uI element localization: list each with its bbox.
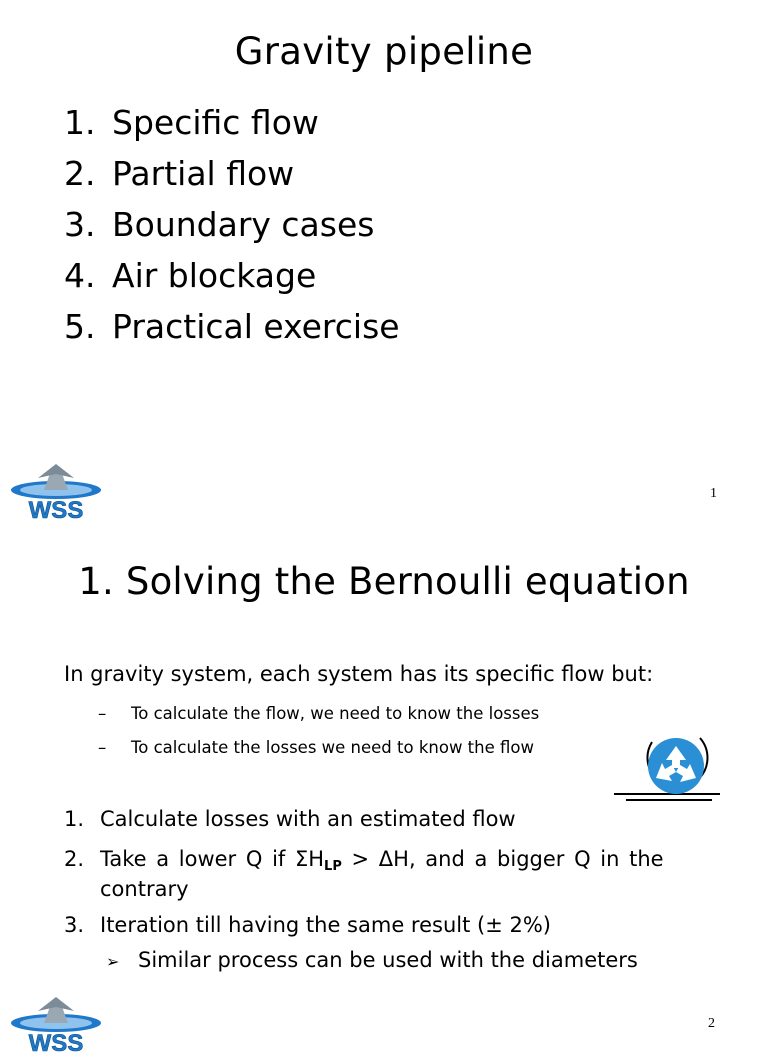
page-number: 1 (710, 486, 717, 501)
sub-bullet-item: ➢ Similar process can be used with the diameters (106, 948, 638, 972)
dash-list (98, 702, 539, 770)
list-item: 2. Partial flow (64, 154, 295, 193)
list-item: 5. Practical exercise (64, 307, 400, 346)
list-item: – To calculate the flow, we need to know the losses (98, 704, 540, 723)
topic-list (64, 100, 400, 355)
recycle-icon (612, 730, 722, 810)
list-item: 1. Specific flow (64, 103, 319, 142)
slide-2 (0, 540, 768, 1057)
arrow-bullet-icon: ➢ (106, 952, 120, 971)
list-item: 3. Iteration till having the same result (± 2%) (64, 913, 551, 937)
list-item: 2. Take a lower Q if $\Sigma H_{LP} > \Delta H$, and a bigger Q in the contrary (64, 847, 664, 901)
list-item: 3. Boundary cases (64, 205, 375, 244)
list-item: – To calculate the losses we need to know the flow (98, 738, 534, 757)
list-item: 4. Air blockage (64, 256, 317, 295)
intro-text: In gravity system, each system has its specific flow but: (64, 662, 654, 686)
slide-title: Gravity pipeline (234, 30, 534, 73)
svg-text:WSS: WSS (28, 497, 84, 524)
list-item: 1. Calculate losses with an estimated flow (64, 807, 516, 831)
wss-logo (8, 995, 104, 1057)
slide-title: 1. Solving the Bernoulli equation (78, 560, 690, 603)
page-number: 2 (708, 1016, 715, 1031)
wss-logo (8, 462, 104, 524)
svg-text:WSS: WSS (28, 1030, 84, 1057)
step-list (64, 806, 704, 952)
